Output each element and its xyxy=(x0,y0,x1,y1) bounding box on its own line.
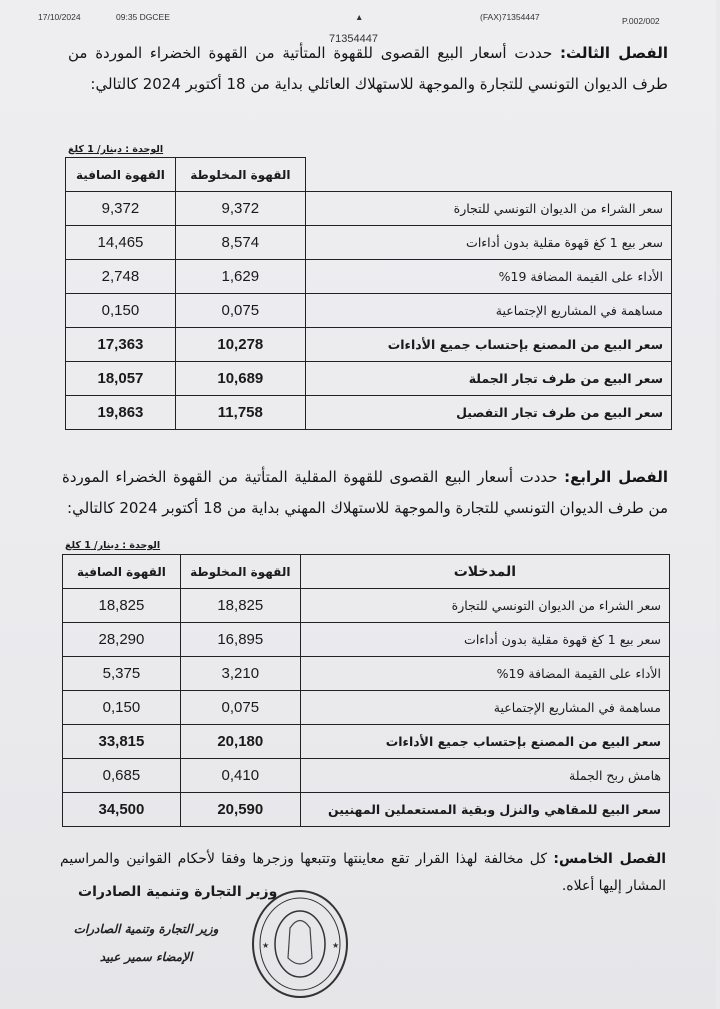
pure-coffee-value: 28,290 xyxy=(63,623,181,657)
mixed-coffee-value: 10,278 xyxy=(175,328,305,362)
table-professional-prices xyxy=(62,554,670,827)
row-label: سعر البيع من المصنع بإحتساب جميع الأداءات xyxy=(305,328,671,362)
table-row xyxy=(66,362,672,396)
mixed-coffee-value: 8,574 xyxy=(175,226,305,260)
header-pure: القهوة الصافية xyxy=(63,555,181,589)
pure-coffee-value: 9,372 xyxy=(66,192,176,226)
mixed-coffee-value: 0,075 xyxy=(175,294,305,328)
pure-coffee-value: 5,375 xyxy=(63,657,181,691)
mixed-coffee-value: 20,180 xyxy=(180,725,300,759)
row-label: سعر بيع 1 كغ قهوة مقلية بدون أداءات xyxy=(305,226,671,260)
fax-marker: ▲ xyxy=(355,12,364,22)
minister-title: وزير التجارة وتنمية الصادرات xyxy=(78,884,278,900)
header-mixed: القهوة المخلوطة xyxy=(175,158,305,192)
table-row xyxy=(66,294,672,328)
pure-coffee-value: 0,150 xyxy=(66,294,176,328)
table2-unit: الوحدة : دينار/ 1 كلغ xyxy=(65,540,161,551)
article-4-title: الفصل الرابع: xyxy=(564,468,668,486)
mixed-coffee-value: 3,210 xyxy=(180,657,300,691)
table-row xyxy=(66,396,672,430)
table-header-row xyxy=(66,158,672,192)
pure-coffee-value: 18,057 xyxy=(66,362,176,396)
table-header-row xyxy=(63,555,670,589)
table-row xyxy=(63,691,670,725)
svg-text:★: ★ xyxy=(332,941,340,950)
pure-coffee-value: 34,500 xyxy=(63,793,181,827)
row-label: سعر الشراء من الديوان التونسي للتجارة xyxy=(305,192,671,226)
pure-coffee-value: 18,825 xyxy=(63,589,181,623)
row-label: سعر البيع للمقاهي والنزل وبقية المستعملين المهنيين xyxy=(300,793,669,827)
fax-date: 17/10/2024 xyxy=(38,12,81,22)
row-label: سعر بيع 1 كغ قهوة مقلية بدون أداءات xyxy=(300,623,669,657)
mixed-coffee-value: 10,689 xyxy=(175,362,305,396)
row-label: الأداء على القيمة المضافة 19% xyxy=(305,260,671,294)
table-row xyxy=(63,657,670,691)
fax-overprint: 71354447 xyxy=(329,33,378,45)
row-label: سعر البيع من المصنع بإحتساب جميع الأداءات xyxy=(300,725,669,759)
pure-coffee-value: 0,150 xyxy=(63,691,181,725)
article-3-title: الفصل الثالث: xyxy=(560,44,669,62)
table-row xyxy=(63,589,670,623)
mixed-coffee-value: 11,758 xyxy=(175,396,305,430)
article-3 xyxy=(68,38,668,100)
row-label: سعر البيع من طرف تجار التفصيل xyxy=(305,396,671,430)
header-inputs: المدخلات xyxy=(300,555,669,589)
row-label: الأداء على القيمة المضافة 19% xyxy=(300,657,669,691)
table-row xyxy=(63,793,670,827)
fax-page-number: P.002/002 xyxy=(622,16,660,26)
row-label: سعر الشراء من الديوان التونسي للتجارة xyxy=(300,589,669,623)
header-blank xyxy=(305,158,671,192)
mixed-coffee-value: 16,895 xyxy=(180,623,300,657)
fax-number: (FAX)71354447 xyxy=(480,12,540,22)
mixed-coffee-value: 0,410 xyxy=(180,759,300,793)
row-label: مساهمة في المشاريع الإجتماعية xyxy=(300,691,669,725)
pure-coffee-value: 33,815 xyxy=(63,725,181,759)
mixed-coffee-value: 1,629 xyxy=(175,260,305,294)
table-row xyxy=(66,192,672,226)
table-row xyxy=(66,260,672,294)
pure-coffee-value: 0,685 xyxy=(63,759,181,793)
pure-coffee-value: 17,363 xyxy=(66,328,176,362)
row-label: مساهمة في المشاريع الإجتماعية xyxy=(305,294,671,328)
official-seal-icon xyxy=(250,888,350,1000)
pure-coffee-value: 14,465 xyxy=(66,226,176,260)
table1-unit: الوحدة : دينار/ 1 كلغ xyxy=(68,144,164,155)
header-pure: القهوة الصافية xyxy=(66,158,176,192)
mixed-coffee-value: 20,590 xyxy=(180,793,300,827)
article-4-text: حددت أسعار البيع القصوى للقهوة المقلية المتأتية من القهوة الخضراء الموردة من طرف الديوان التونسي للتجارة والموجهة للاستهلاك المهني بداية من 18 أكتوبر 2024 كالتالي: xyxy=(62,468,668,517)
table-row xyxy=(63,623,670,657)
handwritten-signature: وزير التجارة وتنمية الصادرات الإمضاء سمير عبيد xyxy=(73,922,219,964)
table-row xyxy=(63,759,670,793)
pure-coffee-value: 19,863 xyxy=(66,396,176,430)
article-5-text: كل مخالفة لهذا القرار تقع معاينتها وتتبعها وزجرها وفقا لأحكام القوانين والمراسيم المشار إليها أعلاه. xyxy=(60,851,666,894)
article-4 xyxy=(62,462,668,524)
table-row xyxy=(66,328,672,362)
table-row xyxy=(63,725,670,759)
pure-coffee-value: 2,748 xyxy=(66,260,176,294)
table-family-prices xyxy=(65,157,672,430)
header-mixed: القهوة المخلوطة xyxy=(180,555,300,589)
mixed-coffee-value: 0,075 xyxy=(180,691,300,725)
article-3-text: حددت أسعار البيع القصوى للقهوة المتأتية من القهوة الخضراء الموردة من طرف الديوان التونسي للتجارة والموجهة للاستهلاك العائلي بداية من 18 أكتوبر 2024 كالتالي: xyxy=(68,44,668,93)
row-label: هامش ربح الجملة xyxy=(300,759,669,793)
svg-text:★: ★ xyxy=(262,941,270,950)
mixed-coffee-value: 18,825 xyxy=(180,589,300,623)
row-label: سعر البيع من طرف تجار الجملة xyxy=(305,362,671,396)
article-5-title: الفصل الخامس: xyxy=(553,851,666,867)
fax-time: 09:35 DGCEE xyxy=(116,12,170,22)
table-row xyxy=(66,226,672,260)
mixed-coffee-value: 9,372 xyxy=(175,192,305,226)
